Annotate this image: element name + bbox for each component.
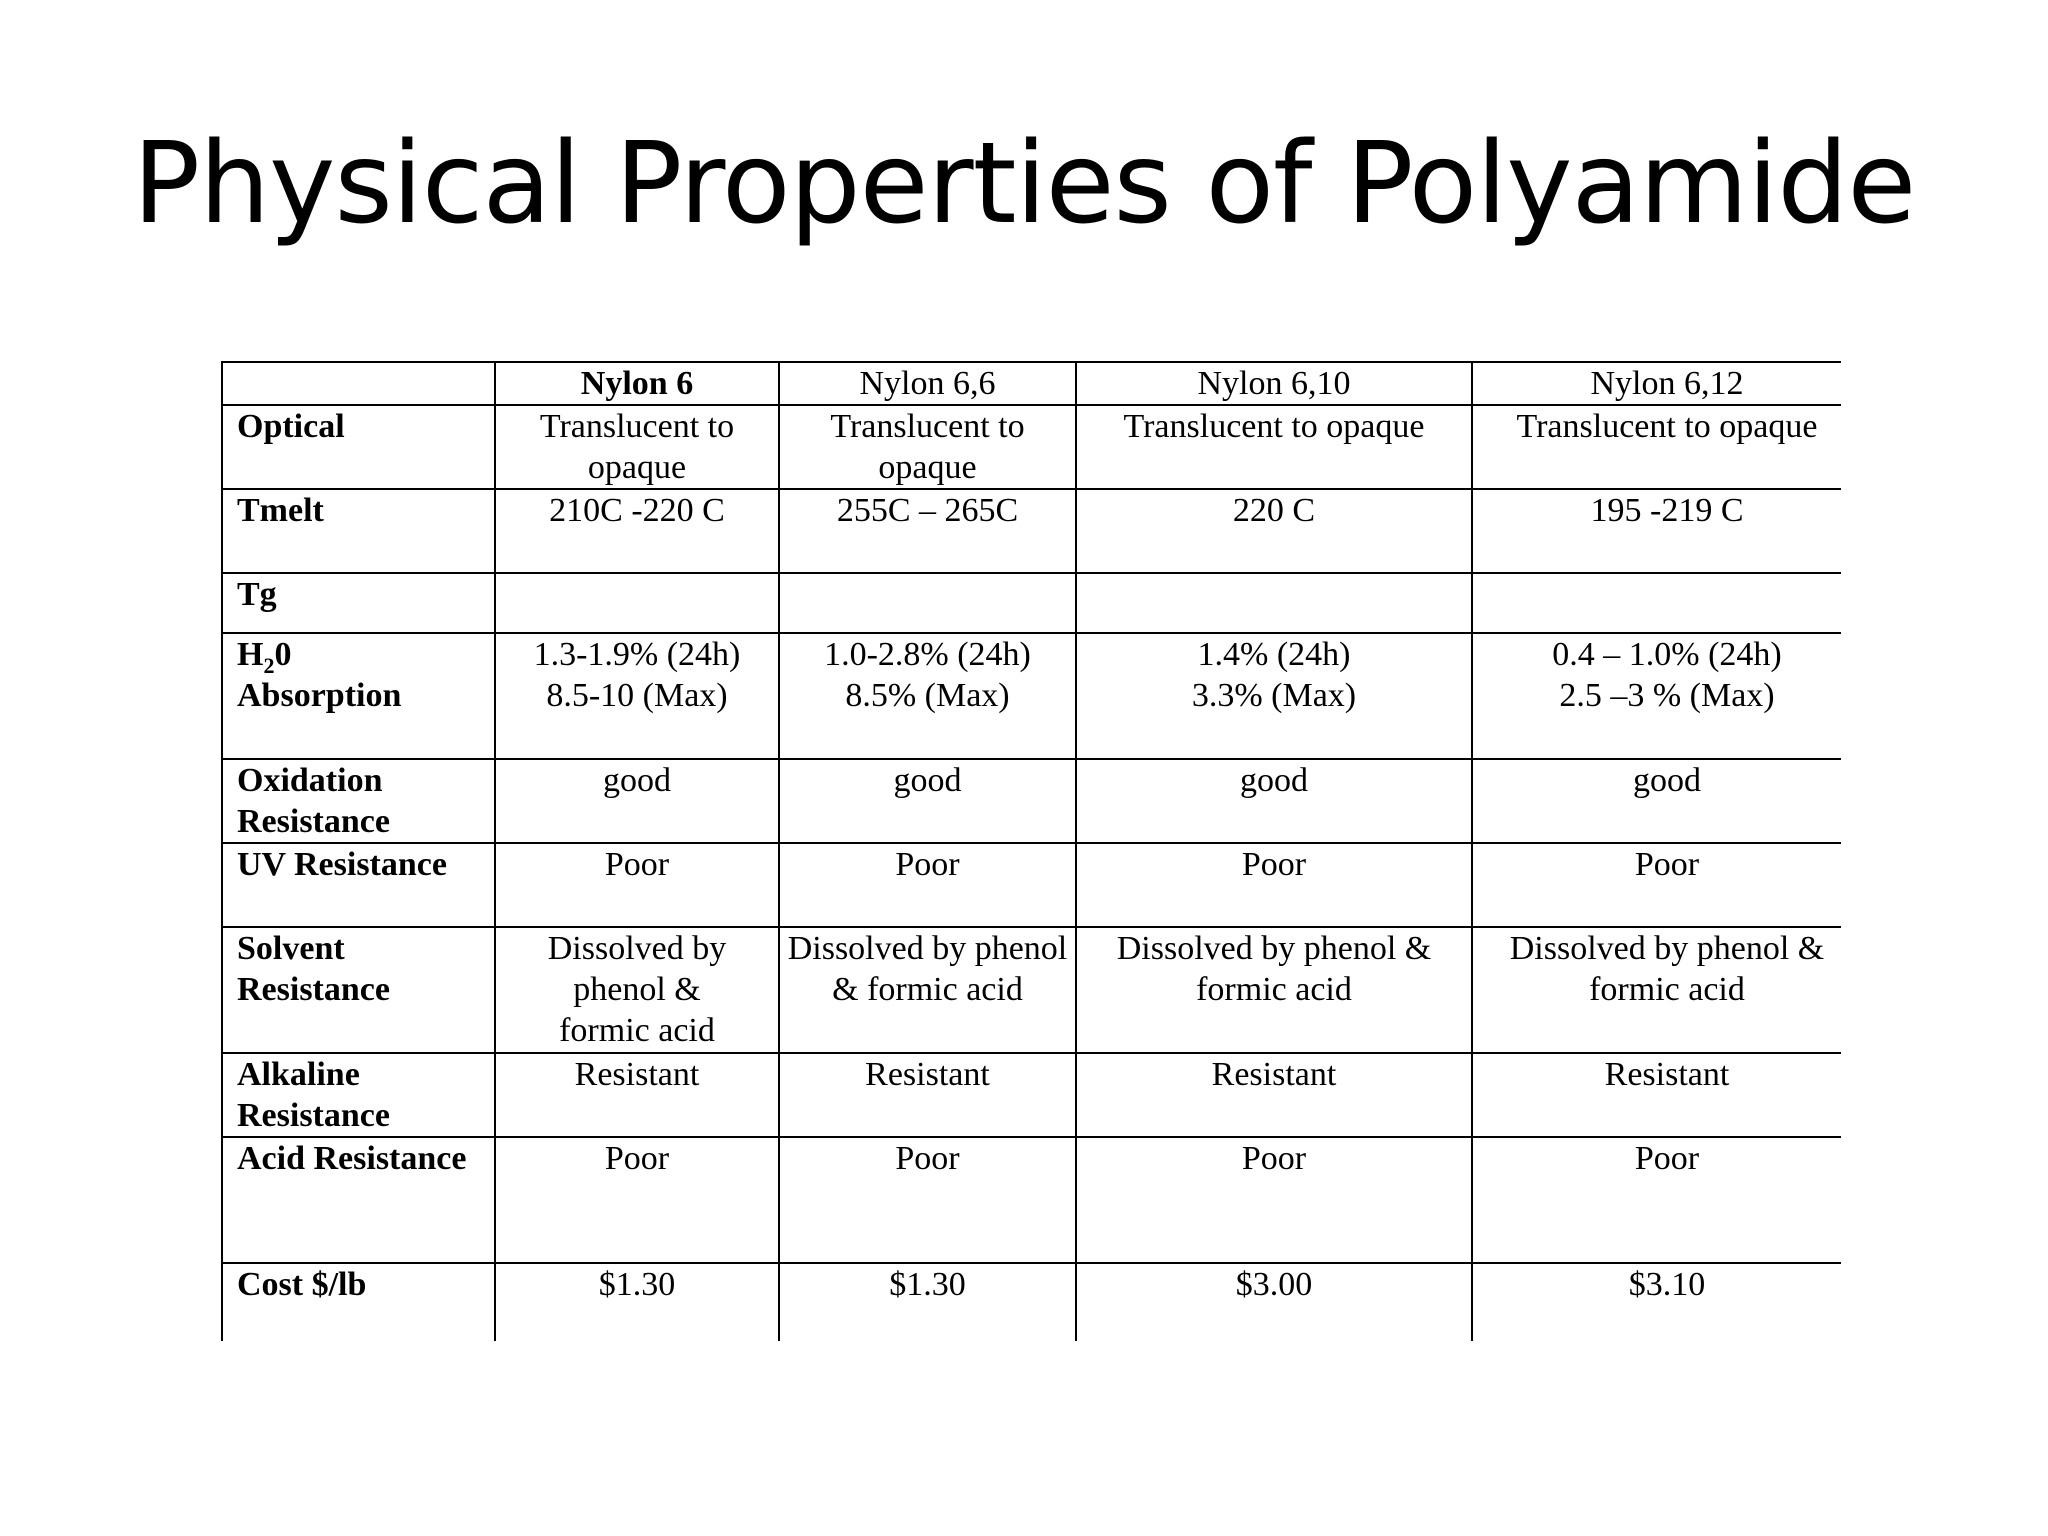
table-row-tmelt xyxy=(222,489,1841,573)
cell-tmelt-nylon-6-12: 195 -219 C xyxy=(1472,489,1841,573)
cell-optical-nylon-6-10: Translucent to opaque xyxy=(1076,405,1472,489)
row-label-tg: Tg xyxy=(222,573,495,633)
table-header-row xyxy=(222,362,1841,405)
cell-tmelt-nylon-6: 210C -220 C xyxy=(495,489,779,573)
table-row-tg xyxy=(222,573,1841,633)
cell-solvent-nylon-6-10: Dissolved by phenol & formic acid xyxy=(1076,927,1472,1053)
water-label-h: H xyxy=(237,636,264,673)
cell-alkaline-nylon-6-12: Resistant xyxy=(1472,1053,1841,1137)
table-row-water-absorption xyxy=(222,633,1841,759)
row-label-tmelt: Tmelt xyxy=(222,489,495,573)
column-header-nylon-6-6: Nylon 6,6 xyxy=(779,362,1076,405)
cell-solvent-nylon-6: Dissolved by phenol & formic acid xyxy=(495,927,779,1053)
column-header-nylon-6-10: Nylon 6,10 xyxy=(1076,362,1472,405)
cell-optical-nylon-6-12: Translucent to opaque xyxy=(1472,405,1841,489)
row-label-solvent-resistance: Solvent Resistance xyxy=(222,927,495,1053)
row-label-uv-resistance: UV Resistance xyxy=(222,843,495,927)
table-row-cost xyxy=(222,1263,1841,1341)
cell-cost-nylon-6-6: $1.30 xyxy=(779,1263,1076,1341)
cell-optical-nylon-6-6: Translucent to opaque xyxy=(779,405,1076,489)
column-header-nylon-6: Nylon 6 xyxy=(495,362,779,405)
cell-solvent-nylon-6-6: Dissolved by phenol & formic acid xyxy=(779,927,1076,1053)
row-label-acid-resistance: Acid Resistance xyxy=(222,1137,495,1263)
cell-alkaline-nylon-6-6: Resistant xyxy=(779,1053,1076,1137)
cell-alkaline-nylon-6-10: Resistant xyxy=(1076,1053,1472,1137)
slide-title: Physical Properties of Polyamide xyxy=(132,119,1916,249)
cell-acid-nylon-6-10: Poor xyxy=(1076,1137,1472,1263)
cell-acid-nylon-6-6: Poor xyxy=(779,1137,1076,1263)
cell-tg-nylon-6-6 xyxy=(779,573,1076,633)
cell-cost-nylon-6: $1.30 xyxy=(495,1263,779,1341)
cell-solvent-nylon-6-12: Dissolved by phenol & formic acid xyxy=(1472,927,1841,1053)
cell-acid-nylon-6-12: Poor xyxy=(1472,1137,1841,1263)
cell-uv-nylon-6-6: Poor xyxy=(779,843,1076,927)
table-row-acid-resistance xyxy=(222,1137,1841,1263)
table-row-uv-resistance xyxy=(222,843,1841,927)
water-label-absorption: Absorption xyxy=(237,677,402,714)
row-label-optical: Optical xyxy=(222,405,495,489)
row-label-alkaline-resistance: Alkaline Resistance xyxy=(222,1053,495,1137)
cell-absorption-nylon-6: 1.3-1.9% (24h) 8.5-10 (Max) xyxy=(495,633,779,759)
cell-uv-nylon-6-12: Poor xyxy=(1472,843,1841,927)
row-label-oxidation-resistance: Oxidation Resistance xyxy=(222,759,495,843)
cell-alkaline-nylon-6: Resistant xyxy=(495,1053,779,1137)
cell-cost-nylon-6-10: $3.00 xyxy=(1076,1263,1472,1341)
cell-tmelt-nylon-6-6: 255C – 265C xyxy=(779,489,1076,573)
cell-optical-nylon-6: Translucent to opaque xyxy=(495,405,779,489)
cell-tg-nylon-6-10 xyxy=(1076,573,1472,633)
cell-uv-nylon-6: Poor xyxy=(495,843,779,927)
cell-oxidation-nylon-6-6: good xyxy=(779,759,1076,843)
header-corner-cell xyxy=(222,362,495,405)
cell-tg-nylon-6-12 xyxy=(1472,573,1841,633)
table-row-solvent-resistance xyxy=(222,927,1841,1053)
cell-acid-nylon-6: Poor xyxy=(495,1137,779,1263)
properties-table xyxy=(221,361,1841,1341)
cell-uv-nylon-6-10: Poor xyxy=(1076,843,1472,927)
table-row-optical xyxy=(222,405,1841,489)
cell-tmelt-nylon-6-10: 220 C xyxy=(1076,489,1472,573)
row-label-cost: Cost $/lb xyxy=(222,1263,495,1341)
cell-oxidation-nylon-6: good xyxy=(495,759,779,843)
row-label-water-absorption xyxy=(222,633,495,759)
table-row-alkaline-resistance xyxy=(222,1053,1841,1137)
water-label-rest: 0 xyxy=(274,636,292,673)
cell-absorption-nylon-6-12: 0.4 – 1.0% (24h) 2.5 –3 % (Max) xyxy=(1472,633,1841,759)
cell-absorption-nylon-6-10: 1.4% (24h) 3.3% (Max) xyxy=(1076,633,1472,759)
cell-oxidation-nylon-6-12: good xyxy=(1472,759,1841,843)
column-header-nylon-6-12: Nylon 6,12 xyxy=(1472,362,1841,405)
water-label-subscript: 2 xyxy=(263,652,275,678)
cell-oxidation-nylon-6-10: good xyxy=(1076,759,1472,843)
cell-absorption-nylon-6-6: 1.0-2.8% (24h) 8.5% (Max) xyxy=(779,633,1076,759)
cell-cost-nylon-6-12: $3.10 xyxy=(1472,1263,1841,1341)
properties-table-container xyxy=(221,361,1841,1341)
cell-tg-nylon-6 xyxy=(495,573,779,633)
table-row-oxidation-resistance xyxy=(222,759,1841,843)
